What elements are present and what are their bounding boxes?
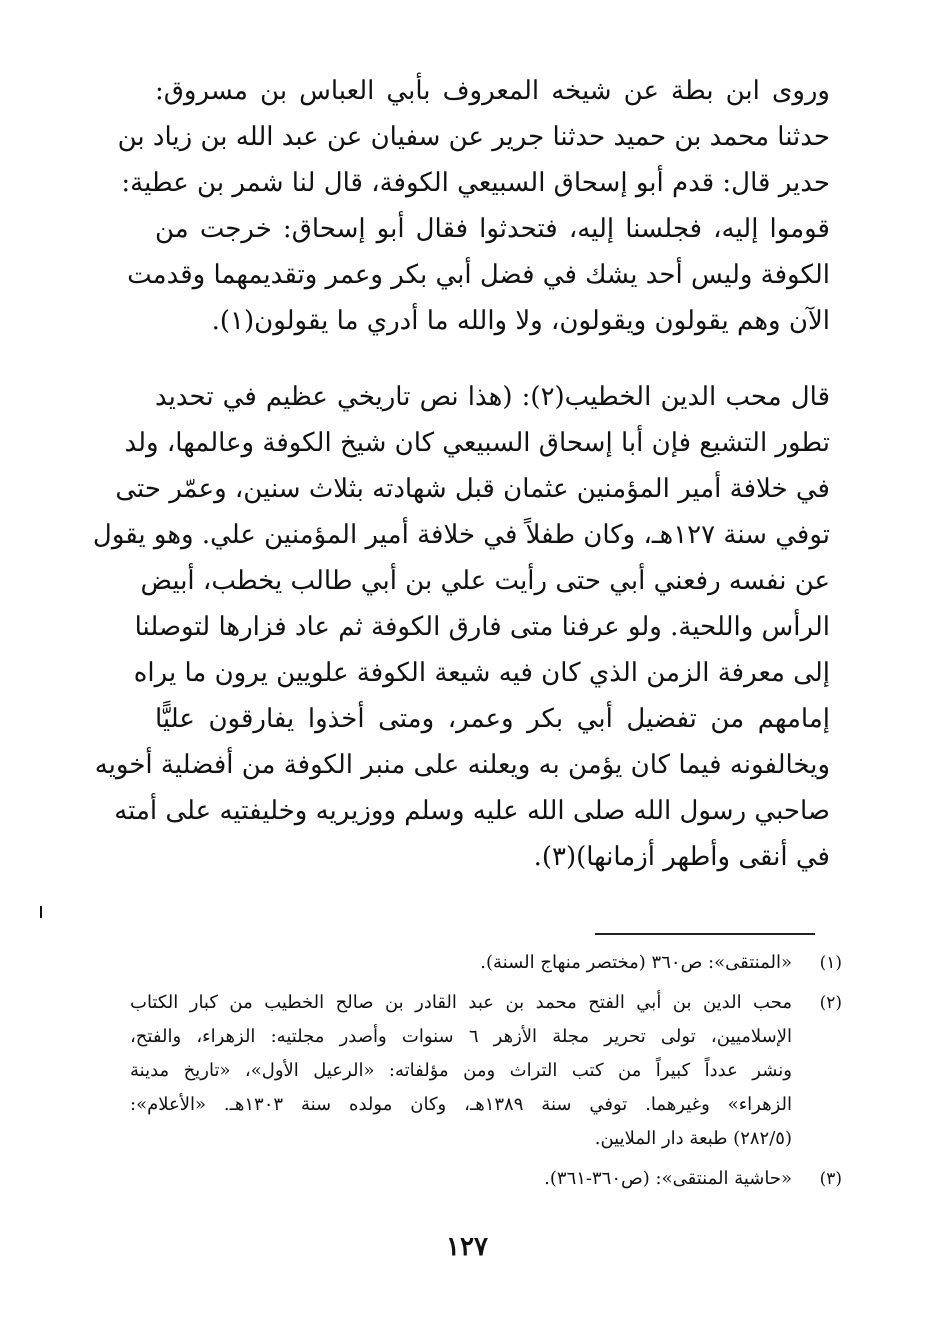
paragraph-line: إلى معرفة الزمن الذي كان فيه شيعة الكوفة علويين يرون ما يراه	[133, 658, 830, 688]
footnote-line: ونشر عدداً كبيراً من كتب التراث ومن مؤلفاته: «الرعيل الأول»، «تاريخ مدينة	[130, 1060, 792, 1081]
margin-mark	[40, 906, 42, 918]
footnote-line: (٢٨٢/٥) طبعة دار الملايين.	[594, 1128, 792, 1149]
footnotes	[130, 946, 842, 1196]
footnote-number: (٢)	[819, 993, 842, 1013]
paragraph-line: في أنقى وأطهر أزمانها)(٣).	[533, 842, 830, 872]
footnote-1	[130, 946, 842, 980]
paragraph-1	[117, 68, 830, 344]
footnote-separator	[595, 933, 815, 935]
paragraph-2	[92, 374, 831, 880]
paragraph-line: صاحبي رسول الله صلى الله عليه وسلم ووزيريه وخليفتيه على أمته	[114, 796, 830, 826]
footnote-2	[130, 986, 842, 1156]
paragraph-line: حدير قال: قدم أبو إسحاق السبيعي الكوفة، قال لنا شمر بن عطية:	[121, 168, 830, 198]
paragraph-line: إمامهم من تفضيل أبي بكر وعمر، ومتى أخذوا يفارقون عليًّا	[155, 704, 830, 734]
paragraph-line: الكوفة وليس أحد يشك في فضل أبي بكر وعمر وتقديمهما وقدمت	[127, 260, 830, 290]
footnote-line: محب الدين بن أبي الفتح محمد بن عبد القادر بن صالح الخطيب من كبار الكتاب	[130, 992, 792, 1013]
paragraph-line: الآن وهم يقولون ويقولون، ولا والله ما أدري ما يقولون(١).	[211, 306, 830, 336]
paragraph-line: قال محب الدين الخطيب(٢): (هذا نص تاريخي عظيم في تحديد	[155, 382, 831, 412]
footnote-line: الزهراء» وغيرهما. توفي سنة ١٣٨٩هـ، وكان مولده سنة ١٣٠٣هـ. «الأعلام»:	[130, 1094, 792, 1115]
footnote-number: (١)	[819, 953, 842, 973]
paragraph-line: الرأس واللحية. ولو عرفنا متى فارق الكوفة ثم عاد فزارها لتوصلنا	[134, 612, 830, 642]
footnote-line: «المنتقى»: ص٣٦٠ (مختصر منهاج السنة).	[480, 952, 792, 973]
footnote-number: (٣)	[819, 1169, 842, 1189]
footnote-line: الإسلاميين، تولى تحرير مجلة الأزهر ٦ سنوات وأصدر مجلتيه: الزهراء، والفتح،	[130, 1026, 793, 1047]
paragraph-line: ويخالفونه فيما كان يؤمن به ويعلنه على منبر الكوفة من أفضلية أخويه	[94, 750, 830, 780]
footnote-line: «حاشية المنتقى»: (ص٣٦٠-٣٦١).	[544, 1168, 792, 1189]
paragraph-line: قوموا إليه، فجلسنا إليه، فتحدثوا فقال أبو إسحاق: خرجت من	[155, 214, 830, 244]
footnote-3	[130, 1162, 842, 1196]
page-number: ١٢٧	[446, 1232, 488, 1262]
paragraph-line: توفي سنة ١٢٧هـ، وكان طفلاً في خلافة أمير المؤمنين علي. وهو يقول	[92, 520, 830, 550]
paragraph-line: حدثنا محمد بن حميد حدثنا جرير عن سفيان عن عبد الله بن زياد بن	[117, 122, 830, 152]
paragraph-line: عن نفسه رفعني أبي حتى رأيت علي بن أبي طالب يخطب، أبيض	[140, 566, 830, 596]
paragraph-line: وروى ابن بطة عن شيخه المعروف بأبي العباس بن مسروق:	[155, 76, 830, 106]
paragraph-line: في خلافة أمير المؤمنين عثمان قبل شهادته بثلاث سنين، وعمّر حتى	[115, 474, 830, 504]
paragraph-line: تطور التشيع فإن أبا إسحاق السبيعي كان شيخ الكوفة وعالمها، ولد	[124, 428, 830, 458]
